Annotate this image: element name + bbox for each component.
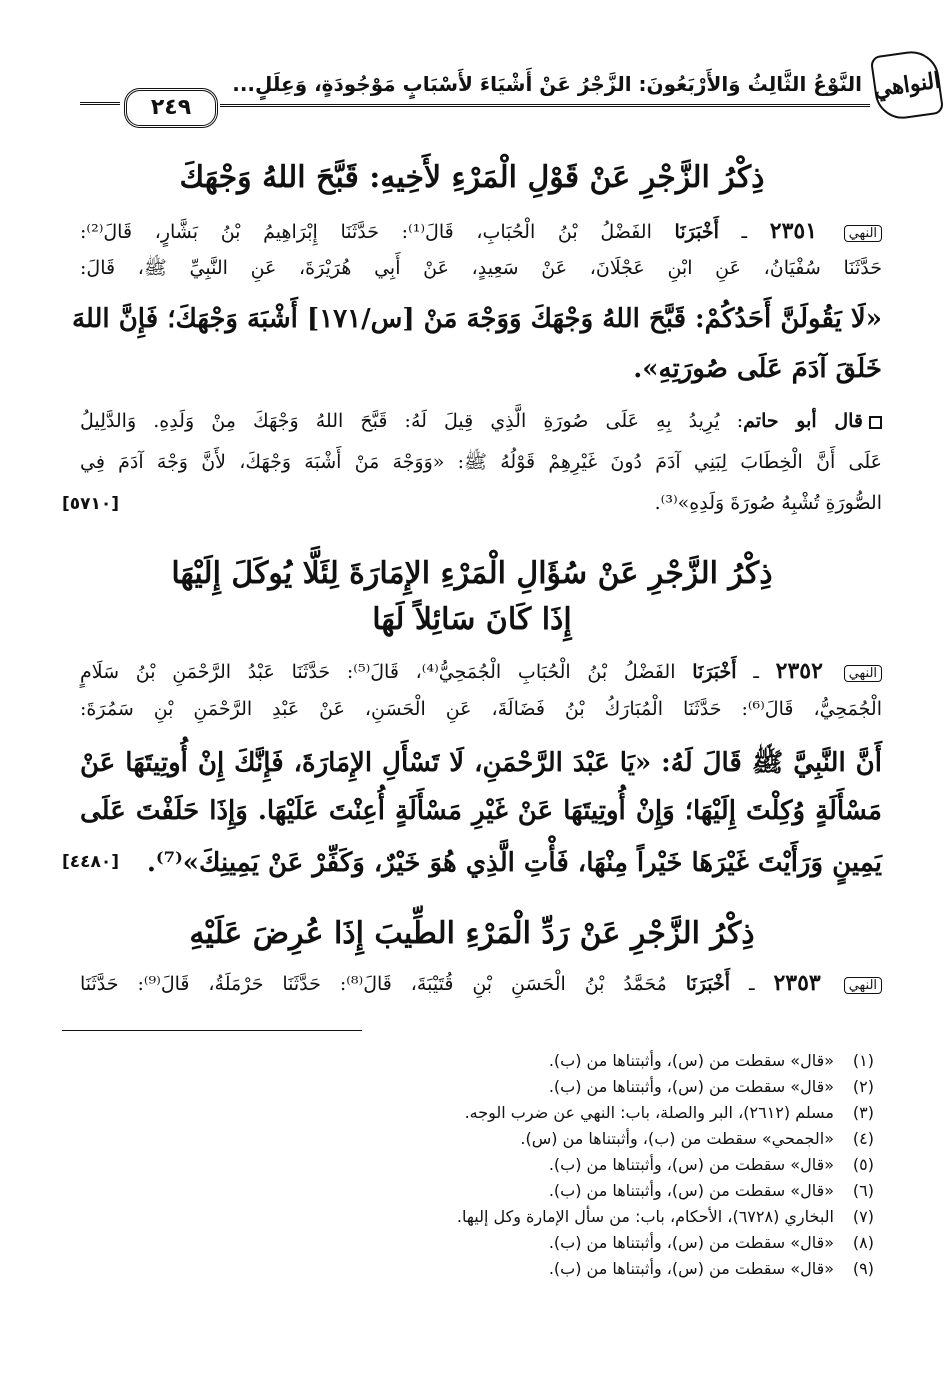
running-title: النَّوْعُ الثَّالِثُ وَالأَرْبَعُونَ: الزَّجْرُ عَنْ أَشْيَاءَ لأَسْبَابٍ مَوْجُودَةٍ، وَعِلَلٍ... (232, 72, 862, 96)
commentary-line (80, 410, 882, 432)
footnote: (٧)البخاري (٦٧٢٨)، الأحكام، باب: من سأل الإمارة وكل إليها. (456, 1207, 874, 1226)
nawahi-badge-icon: النواهي (870, 48, 944, 123)
commentary-label: قال أبو حاتم (743, 410, 863, 432)
footnote: (٤)«الجمحي» سقطت من (ب)، وأثبتناها من (س). (520, 1129, 874, 1148)
hadith-number: ٢٣٥١ (769, 218, 818, 244)
nahy-badge-icon: النهي (844, 225, 882, 242)
header-rule-left (80, 102, 120, 105)
akhbarana-label: أَخْبَرَنَا (674, 221, 719, 243)
hadith-text-line: مَسْأَلَةٍ وُكِلْتَ إِلَيْهَا؛ وَإِنْ أُوتِيتَهَا عَنْ غَيْرِ مَسْأَلَةٍ أُعِنْتَ عَلَيْهَا. وَإِذَا حَلَفْتَ عَلَى (80, 796, 882, 826)
footnote: (١)«قال» سقطت من (س)، وأثبتناها من (ب). (548, 1051, 874, 1070)
isnad-text: الفَضْلُ بْنُ الْحُبَابِ، قَالَ⁽¹⁾: حَدَّثَنَا إِبْرَاهِيمُ بْنُ بَشَّارٍ، قَالَ⁽²⁾: (80, 221, 652, 243)
header-rule (220, 104, 870, 107)
isnad-line: النهي ٢٣٥٣ ـ أَخْبَرَنَا مُحَمَّدُ بْنُ الْحَسَنِ بْنِ قُتَيْبَةَ، قَالَ⁽⁸⁾: حَدَّثَنَا حَرْمَلَةُ، قَالَ⁽⁹⁾: حَدَّثَنَا (80, 970, 882, 996)
hadith-number: ٢٣٥٣ (773, 970, 821, 996)
footnote: (٨)«قال» سقطت من (س)، وأثبتناها من (ب). (548, 1233, 874, 1252)
footnote: (٩)«قال» سقطت من (س)، وأثبتناها من (ب). (548, 1259, 874, 1278)
commentary-text: : يُرِيدُ بِهِ عَلَى صُورَةِ الَّذِي قِيلَ لَهُ: قَبَّحَ اللهُ وَجْهَكَ مِنْ وَلَدِهِ. وَالدَّلِيلُ (80, 410, 744, 432)
akhbarana-label: أَخْبَرَنَا (685, 973, 731, 995)
isnad-text: الفَضْلُ بْنُ الْحُبَابِ الْجُمَحِيُّ⁽⁴⁾، قَالَ⁽⁵⁾: حَدَّثَنَا عَبْدُ الرَّحْمَنِ بْنُ سَلَامٍ (80, 661, 676, 683)
hadith-text-line: يَمِينٍ وَرَأَيْتَ غَيْرَهَا خَيْراً مِنْهَا، فَأْتِ الَّذِي هُوَ خَيْرٌ، وَكَفِّرْ عَنْ يَمِينِكَ»⁽⁷⁾. (146, 848, 882, 878)
isnad-line: حَدَّثَنَا سُفْيَانُ، عَنِ ابْنِ عَجْلَانَ، عَنْ سَعِيدٍ، عَنْ أَبِي هُرَيْرَةَ، عَنِ النَّبِيِّ ﷺ، قَالَ: (80, 257, 882, 279)
isnad-line: النهي ٢٣٥٢ ـ أَخْبَرَنَا الفَضْلُ بْنُ الْحُبَابِ الْجُمَحِيُّ⁽⁴⁾، قَالَ⁽⁵⁾: حَدَّثَنَا عَبْدُ الرَّحْمَنِ بْنُ سَلَامٍ (80, 658, 882, 684)
cross-reference: [٥٧١٠] (62, 494, 120, 514)
nahy-badge-icon: النهي (844, 665, 882, 682)
akhbarana-label: أَخْبَرَنَا (692, 661, 737, 683)
section-heading: ذِكْرُ الزَّجْرِ عَنْ قَوْلِ الْمَرْءِ لأَخِيهِ: قَبَّحَ اللهُ وَجْهَكَ (179, 160, 765, 195)
section-heading: ذِكْرُ الزَّجْرِ عَنْ رَدِّ الْمَرْءِ الطِّيبَ إِذَا عُرِضَ عَلَيْهِ (189, 916, 755, 951)
footnote: (٢)«قال» سقطت من (س)، وأثبتناها من (ب). (548, 1077, 874, 1096)
section-heading-continued: إِذَا كَانَ سَائِلاً لَهَا (372, 602, 572, 637)
isnad-text: مُحَمَّدُ بْنُ الْحَسَنِ بْنِ قُتَيْبَةَ، قَالَ⁽⁸⁾: حَدَّثَنَا حَرْمَلَةُ، قَالَ⁽⁹⁾: حَدَّثَنَا (80, 973, 667, 995)
isnad-line: النهي ٢٣٥١ ـ أَخْبَرَنَا الفَضْلُ بْنُ الْحُبَابِ، قَالَ⁽¹⁾: حَدَّثَنَا إِبْرَاهِيمُ بْنُ بَشَّارٍ، قَالَ⁽²⁾: (80, 218, 882, 244)
nahy-badge-icon: النهي (844, 977, 882, 994)
footnote: (٥)«قال» سقطت من (س)، وأثبتناها من (ب). (548, 1155, 874, 1174)
commentary-line: الصُّورَةِ تُشْبِهُ صُورَةَ وَلَدِهِ»⁽³⁾. (654, 492, 882, 514)
section-heading: ذِكْرُ الزَّجْرِ عَنْ سُؤَالِ الْمَرْءِ الإِمَارَةَ لِئَلَّا يُوكَلَ إِلَيْهَا (171, 556, 773, 591)
isnad-line: الْجُمَحِيُّ، قَالَ⁽⁶⁾: حَدَّثَنَا الْمُبَارَكُ بْنُ فَضَالَةَ، عَنِ الْحَسَنِ، عَنْ عَبْدِ الرَّحْمَنِ بْنِ سَمُرَةَ: (80, 698, 882, 720)
hadith-text-line: خَلَقَ آدَمَ عَلَى صُورَتِهِ». (633, 354, 882, 384)
page-number: ٢٤٩ (124, 88, 218, 128)
footnote-divider (62, 1030, 362, 1031)
cross-reference: [٤٤٨٠] (62, 852, 120, 872)
square-bullet-icon (869, 416, 882, 429)
footnote: (٦)«قال» سقطت من (س)، وأثبتناها من (ب). (548, 1181, 874, 1200)
page-header (80, 50, 940, 130)
footnote: (٣)مسلم (٢٦١٢)، البر والصلة، باب: النهي عن ضرب الوجه. (464, 1103, 874, 1122)
footnotes (154, 1048, 874, 1282)
hadith-number: ٢٣٥٢ (775, 658, 823, 684)
hadith-text-line: أَنَّ النَّبِيَّ ﷺ قَالَ لَهُ: «يَا عَبْدَ الرَّحْمَنِ، لَا تَسْأَلِ الإِمَارَةَ، فَإِنَّكَ إِنْ أُوتِيتَهَا عَنْ (80, 748, 882, 778)
hadith-text-line: «لَا يَقُولَنَّ أَحَدُكُمْ: قَبَّحَ اللهُ وَجْهَكَ وَوَجْهَ مَنْ [س/١٧١] أَشْبَهَ وَجْهَكَ؛ فَإِنَّ اللهَ (71, 304, 882, 334)
commentary-line: عَلَى أَنَّ الْخِطَابَ لِبَنِي آدَمَ دُونَ غَيْرِهِمْ قَوْلُهُ ﷺ: «وَوَجْهَ مَنْ أَشْبَهَ وَجْهَكَ، لأَنَّ وَجْهَ آدَمَ فِي (80, 451, 882, 473)
